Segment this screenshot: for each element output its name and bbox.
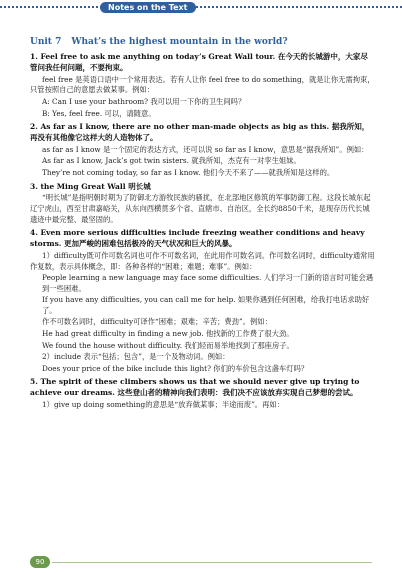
note-paragraph: 2）include 表示“包括；包含”，是一个及物动词。例如： (42, 352, 230, 362)
note-item-1 (30, 52, 375, 119)
note-paragraph: 1）give up doing something的意思是“放弃做某事；半途而废”。再如： (42, 400, 284, 410)
note-heading: 5. The spirit of these climbers shows us that we should never give up trying to achieve our dreams. 这些登山者的精神向我们表明：我们决不应该放弃实现自己梦想的尝试。 (30, 377, 360, 398)
note-example: As far as I know, Jack’s got twin sisters. 就我所知，杰克有一对孪生姐妹。 (42, 156, 301, 166)
note-item-2 (30, 122, 375, 178)
note-heading: 4. Even more serious difficulties include freezing weather conditions and heavy storms. 更加严峻的困难包括极冷的天气状况和巨大的风暴。 (30, 228, 365, 249)
note-paragraph: as far as I know 是一个固定的表达方式，还可以说 so far as I know，意思是“据我所知”。例如： (42, 144, 369, 154)
note-paragraph: 作不可数名词时，difficulty可译作“困难；艰难；辛苦；费劲”。例如： (42, 317, 272, 327)
note-item-3 (30, 182, 375, 226)
note-item-5 (30, 377, 375, 410)
note-example: He had great difficulty in finding a new job. 他找新的工作费了很大劲。 (42, 329, 294, 338)
note-example: Does your price of the bike include this light? 你们的车价包含这盏车灯吗？ (42, 363, 309, 373)
notes-content (30, 36, 375, 412)
note-example: B: Yes, feel free. 可以，请随意。 (42, 108, 156, 118)
note-paragraph: 1）difficulty既可作可数名词也可作不可数名词，在此用作可数名词。作可数名词时，difficulty通常用作复数，表示具体概念，即：各种各样的“困难；难题；难事”。例如： (30, 250, 375, 271)
unit-question: What’s the highest mountain in the world? (71, 37, 288, 47)
note-heading: 3. the Ming Great Wall 明长城 (30, 181, 151, 191)
header-dotted-rule (0, 6, 402, 10)
unit-label: Unit 7 (30, 37, 62, 47)
note-paragraph: “明长城”是指明朝时期为了防御北方游牧民族的骚扰，在北部地区修筑的军事防御工程。这段长城东起辽宁虎山，西至甘肃嘉峪关，从东向西横贯多个省、直辖市、自治区，全长约8850千米，是现存历代长城遗迹中最完整、最坚固的。 (30, 193, 371, 224)
note-example: A: Can I use your bathroom? 我可以用一下你的卫生间吗？ (42, 96, 246, 106)
note-paragraph: feel free 是英语口语中一个常用表达。若有人让你 feel free to do something，就是让你无需拘束，只管按照自己的意愿去做某事。例如： (30, 74, 375, 95)
unit-heading (30, 36, 375, 49)
note-item-4 (30, 228, 375, 374)
footer-rule (52, 562, 372, 563)
page-number: 90 (30, 556, 50, 568)
note-example: If you have any difficulties, you can call me for help. 如果你遇到任何困难，给我打电话求助好了。 (42, 295, 370, 315)
note-example: People learning a new language may face some difficulties. 人们学习一门新的语言时可能会遇到一些困难。 (42, 273, 374, 293)
note-example: We found the house without difficulty. 我们轻而易举地找到了那座房子。 (42, 340, 294, 350)
header-section-title: Notes on the Text (100, 2, 196, 13)
note-example: They’re not coming today, so far as I know. 他们今天不来了——就我所知是这样的。 (42, 168, 335, 178)
note-heading: 2. As far as I know, there are no other man-made objects as big as this. 据我所知，再没有其他像它这样大的人造物体了。 (30, 122, 370, 142)
note-heading: 1. Feel free to ask me anything on today’s Great Wall tour. 在今天的长城游中，大家尽管问我任何问题，不要拘束。 (30, 52, 368, 72)
